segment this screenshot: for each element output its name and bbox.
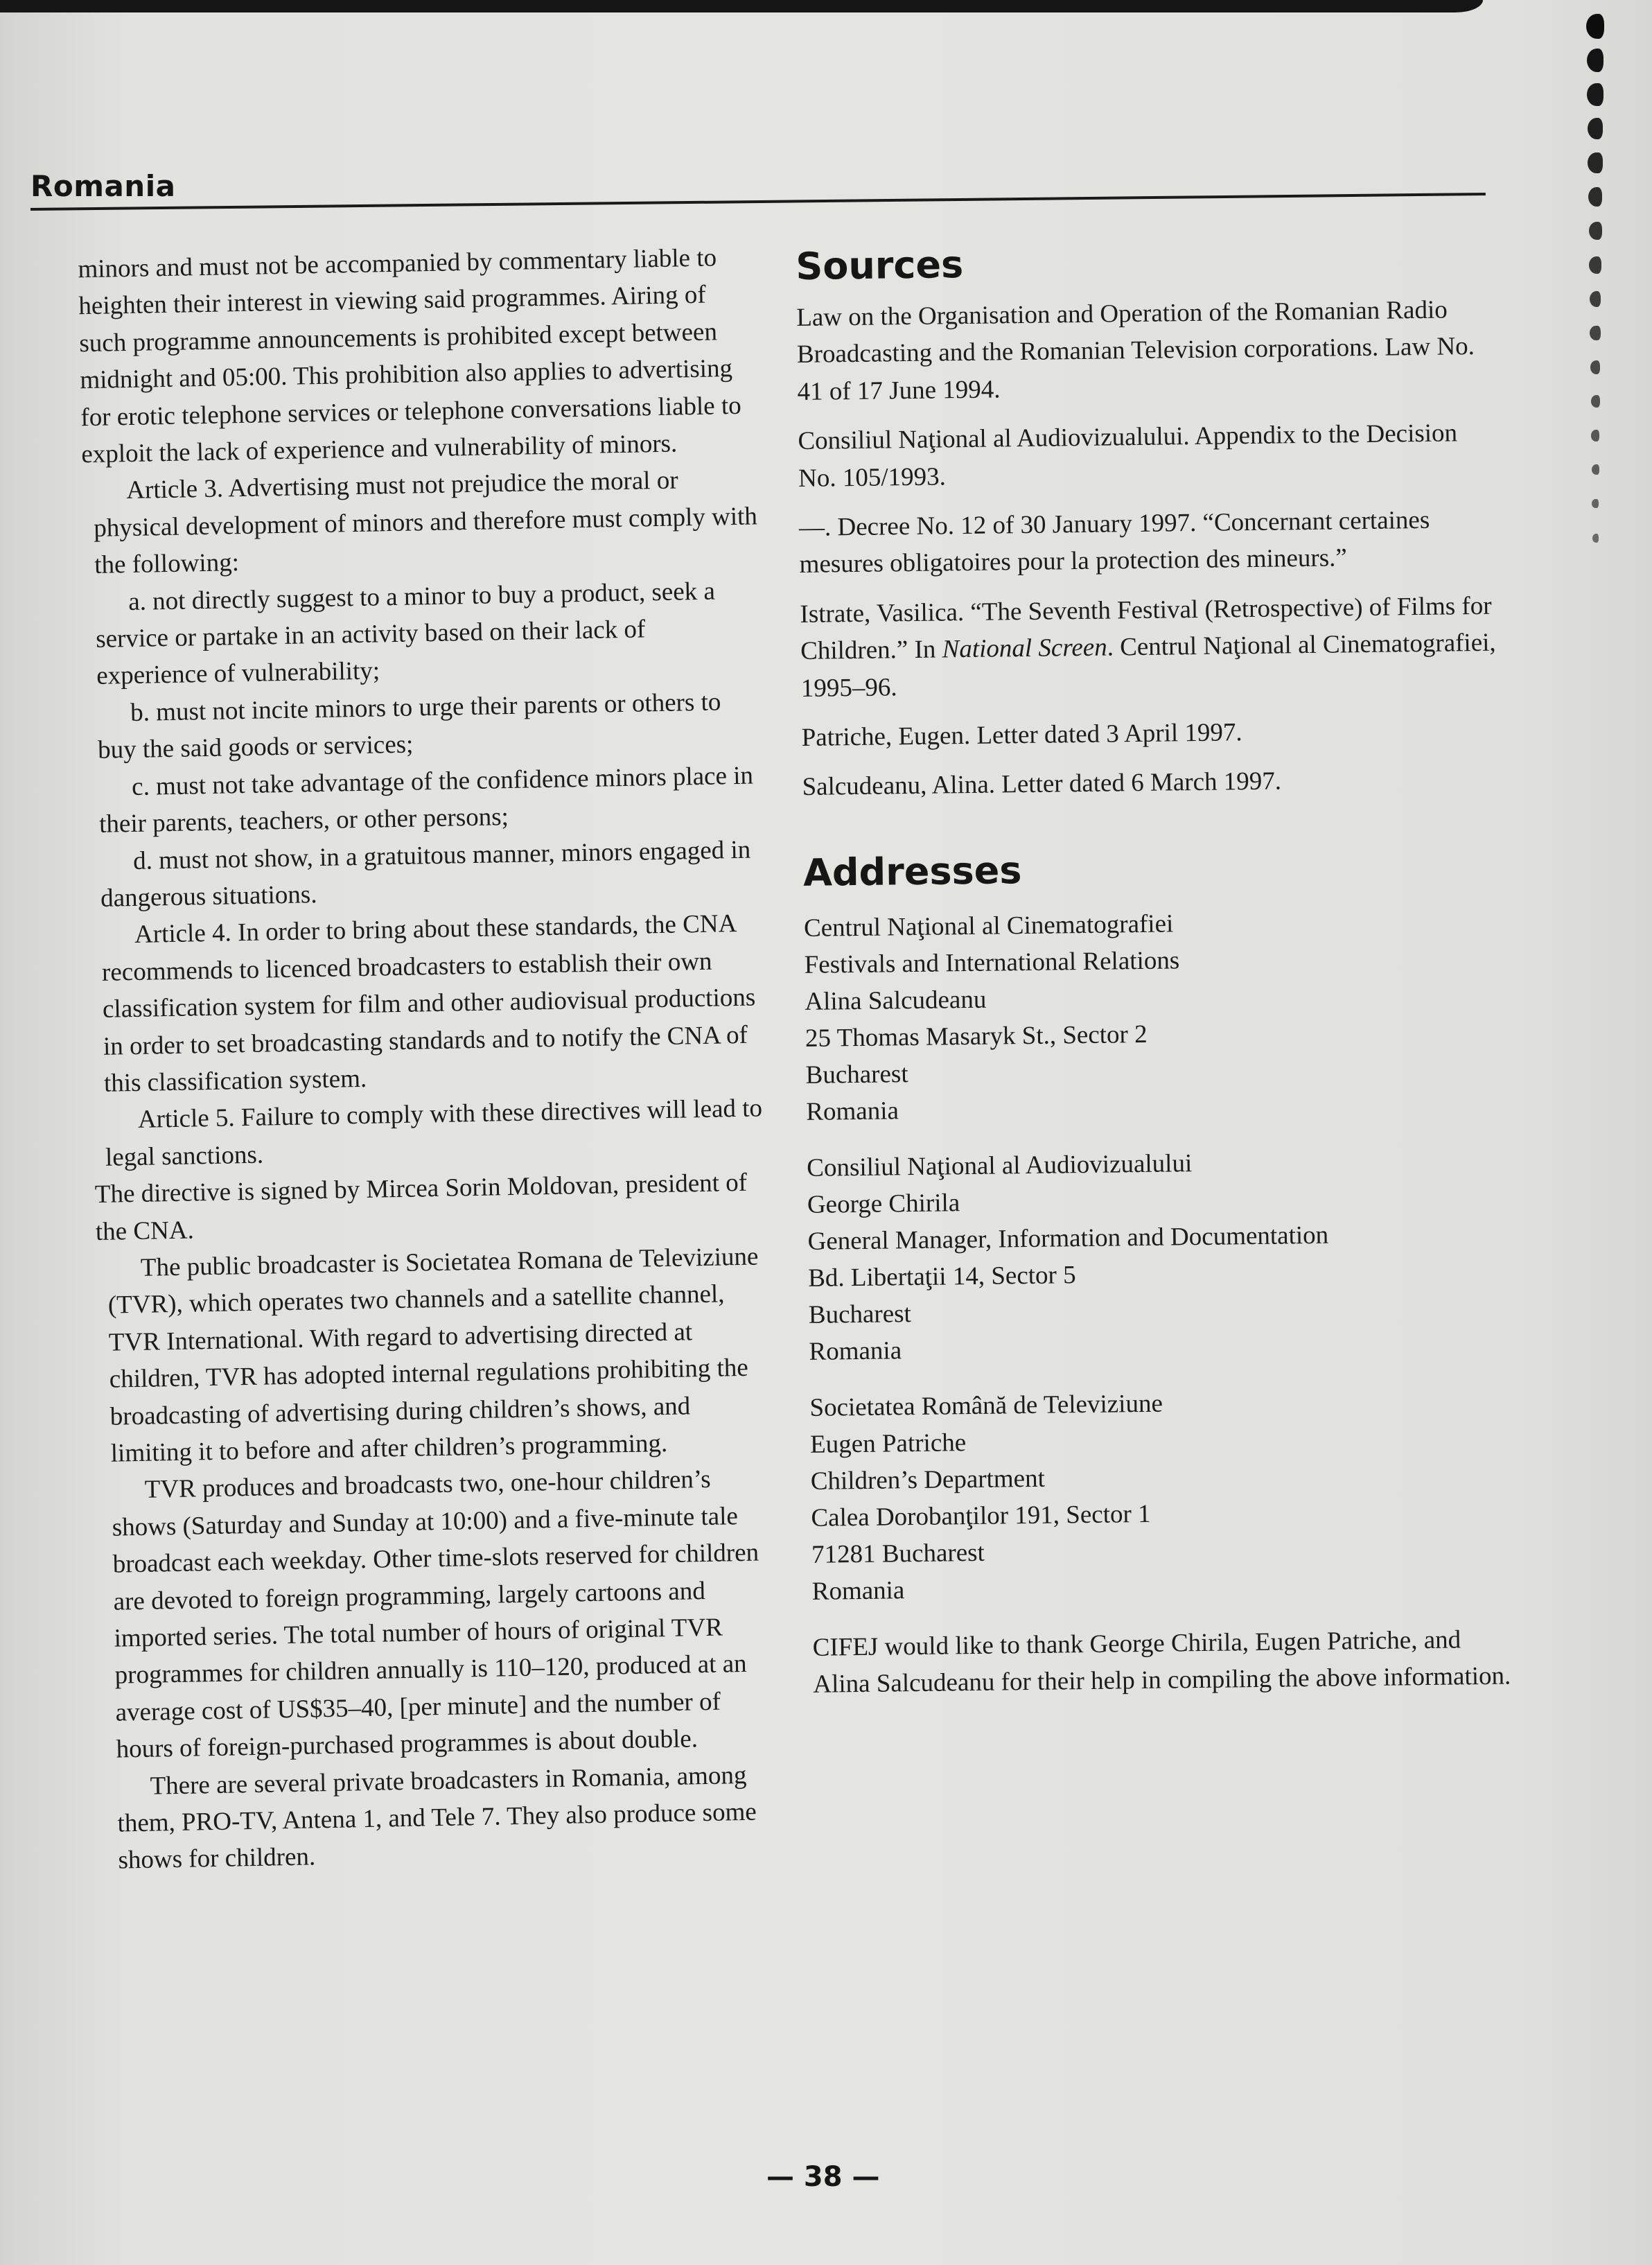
address-line: Romania — [806, 1096, 899, 1126]
binding-hole — [1592, 499, 1599, 508]
binding-hole — [1588, 118, 1603, 139]
binding-hole — [1588, 187, 1602, 207]
address-line: Romania — [811, 1576, 905, 1606]
body-paragraph: The directive is signed by Mircea Sorin Moldovan, president of the CNA. — [94, 1168, 748, 1246]
body-paragraph: There are several private broadcasters in Romania, among them, PRO-TV, Antena 1, and Tele 7. They also produce some shows for children. — [117, 1760, 757, 1875]
source-entry: Law on the Organisation and Operation of the Romanian Radio Broadcasting and the Romanian Television corporations. Law No. 41 of 17 June 1994. — [796, 295, 1475, 406]
binding-hole — [1591, 430, 1599, 441]
address-line: George Chirila — [807, 1189, 960, 1219]
section-header: Romania — [30, 169, 176, 203]
address-line: Eugen Patriche — [809, 1428, 967, 1459]
address-line: Calea Dorobanţilor 191, Sector 1 — [811, 1499, 1151, 1532]
body-paragraph: Article 4. In order to bring about these standards, the CNA recommends to licenced broadcasters to establish their own classification system for film and other audiovisual productions in order to set broadcasting standards and to notify the CNA of this classification system. — [101, 909, 756, 1098]
binding-hole — [1586, 14, 1604, 39]
address-line: Consiliul Naţional al Audiovizualului — [807, 1148, 1193, 1182]
right-column — [796, 236, 1513, 1704]
binding-hole — [1589, 256, 1601, 274]
page-number: — 38 — — [766, 2161, 880, 2193]
body-paragraph: Article 5. Failure to comply with these directives will lead to legal sanctions. — [105, 1094, 763, 1172]
body-paragraph: c. must not take advantage of the confidence minors place in their parents, teachers, or other persons; — [98, 761, 754, 839]
binding-hole — [1590, 326, 1600, 340]
acknowledgement-paragraph: CIFEJ would like to thank George Chirila, Eugen Patriche, and Alina Salcudeanu for their help in compiling the above information. — [812, 1625, 1511, 1699]
body-paragraph: TVR produces and broadcasts two, one-hour children’s shows (Saturday and Sunday at 10:00) and a five-minute tale broadcast each weekday. Other time-slots reserved for children are devoted to foreign programming, largely cartoons and imported series. The total number of hours of original TVR programmes for children annually is 110–120, produced at an average cost of US$35–40, [per minute] and the number of hours of foreign-purchased programmes is about double. — [112, 1465, 759, 1764]
binding-hole — [1590, 360, 1600, 374]
top-border-rule — [0, 0, 1483, 12]
binding-hole — [1588, 152, 1602, 173]
binding-hole — [1589, 222, 1602, 240]
body-paragraph: d. must not show, in a gratuitous manner, minors engaged in dangerous situations. — [100, 835, 751, 913]
address-line: Alina Salcudeanu — [805, 985, 987, 1016]
source-publication-title: National Screen — [942, 633, 1107, 664]
address-block — [804, 901, 1506, 1130]
binding-hole — [1587, 49, 1604, 72]
sources-heading: Sources — [796, 243, 964, 288]
address-line: Societatea Română de Televiziune — [809, 1389, 1163, 1422]
address-block — [807, 1141, 1509, 1370]
body-paragraph: a. not directly suggest to a minor to buy a product, seek a service or partake in an activity based on their lack of experience of vulnerability; — [95, 577, 716, 691]
left-column — [78, 238, 784, 1879]
binding-hole — [1590, 291, 1601, 307]
address-line: Festivals and International Relations — [804, 946, 1180, 979]
spiral-binding — [1576, 14, 1618, 589]
sources-list — [796, 291, 1502, 806]
source-entry — [800, 587, 1501, 707]
source-text: . Centrul Naţional al Cinematografiei, 1995–96. — [800, 628, 1496, 703]
addresses-heading: Addresses — [802, 848, 1022, 895]
source-entry: Salcudeanu, Alina. Letter dated 6 March 1997. — [802, 767, 1282, 802]
header-rule — [30, 193, 1486, 211]
body-paragraph: The public broadcaster is Societatea Romana de Televiziune (TVR), which operates two channels and a satellite channel, TVR International. With regard to advertising directed at children, TVR has adopted internal regulations prohibiting the broadcasting of advertising during children’s shows, and limiting it to before and after children’s programming. — [107, 1242, 759, 1468]
address-line: Children’s Department — [810, 1464, 1046, 1496]
source-entry: Consiliul Naţional al Audiovizualului. Appendix to the Decision No. 105/1993. — [798, 419, 1458, 493]
binding-hole — [1592, 464, 1599, 475]
body-paragraph: b. must not incite minors to urge their parents or others to buy the said goods or services; — [97, 688, 721, 765]
binding-hole — [1592, 534, 1599, 543]
source-text: Istrate, Vasilica. “The Seventh Festival (Retrospective) of Films for Children.” In — [800, 591, 1492, 666]
address-line: Bucharest — [808, 1299, 912, 1329]
source-entry: —. Decree No. 12 of 30 January 1997. “Concernant certaines mesures obligatoires pour la protection des mineurs.” — [798, 505, 1430, 579]
address-line: Bucharest — [805, 1059, 908, 1090]
address-line: Centrul Naţional al Cinematografiei — [803, 909, 1174, 943]
body-paragraph: minors and must not be accompanied by commentary liable to heighten their interest in viewing said programmes. Airing of such programme announcements is prohibited except between midnight and 05:00. This prohibition also applies to advertising for erotic telephone services or telephone conversations liable to exploit the lack of experience and vulnerability of minors. — [78, 243, 742, 469]
address-line: 71281 Bucharest — [811, 1538, 985, 1569]
body-paragraph: Article 3. Advertising must not prejudice the moral or physical development of minors and therefore must comply with the following: — [93, 466, 758, 580]
addresses-list — [804, 901, 1512, 1609]
address-line: Bd. Libertaţii 14, Sector 5 — [807, 1261, 1076, 1293]
address-block — [809, 1381, 1512, 1609]
address-line: Romania — [809, 1336, 902, 1366]
source-entry: Patriche, Eugen. Letter dated 3 April 1997. — [801, 718, 1242, 753]
address-line: General Manager, Information and Documentation — [807, 1221, 1329, 1256]
binding-hole — [1591, 395, 1600, 408]
binding-hole — [1587, 83, 1603, 106]
address-line: 25 Thomas Masaryk St., Sector 2 — [805, 1020, 1148, 1053]
